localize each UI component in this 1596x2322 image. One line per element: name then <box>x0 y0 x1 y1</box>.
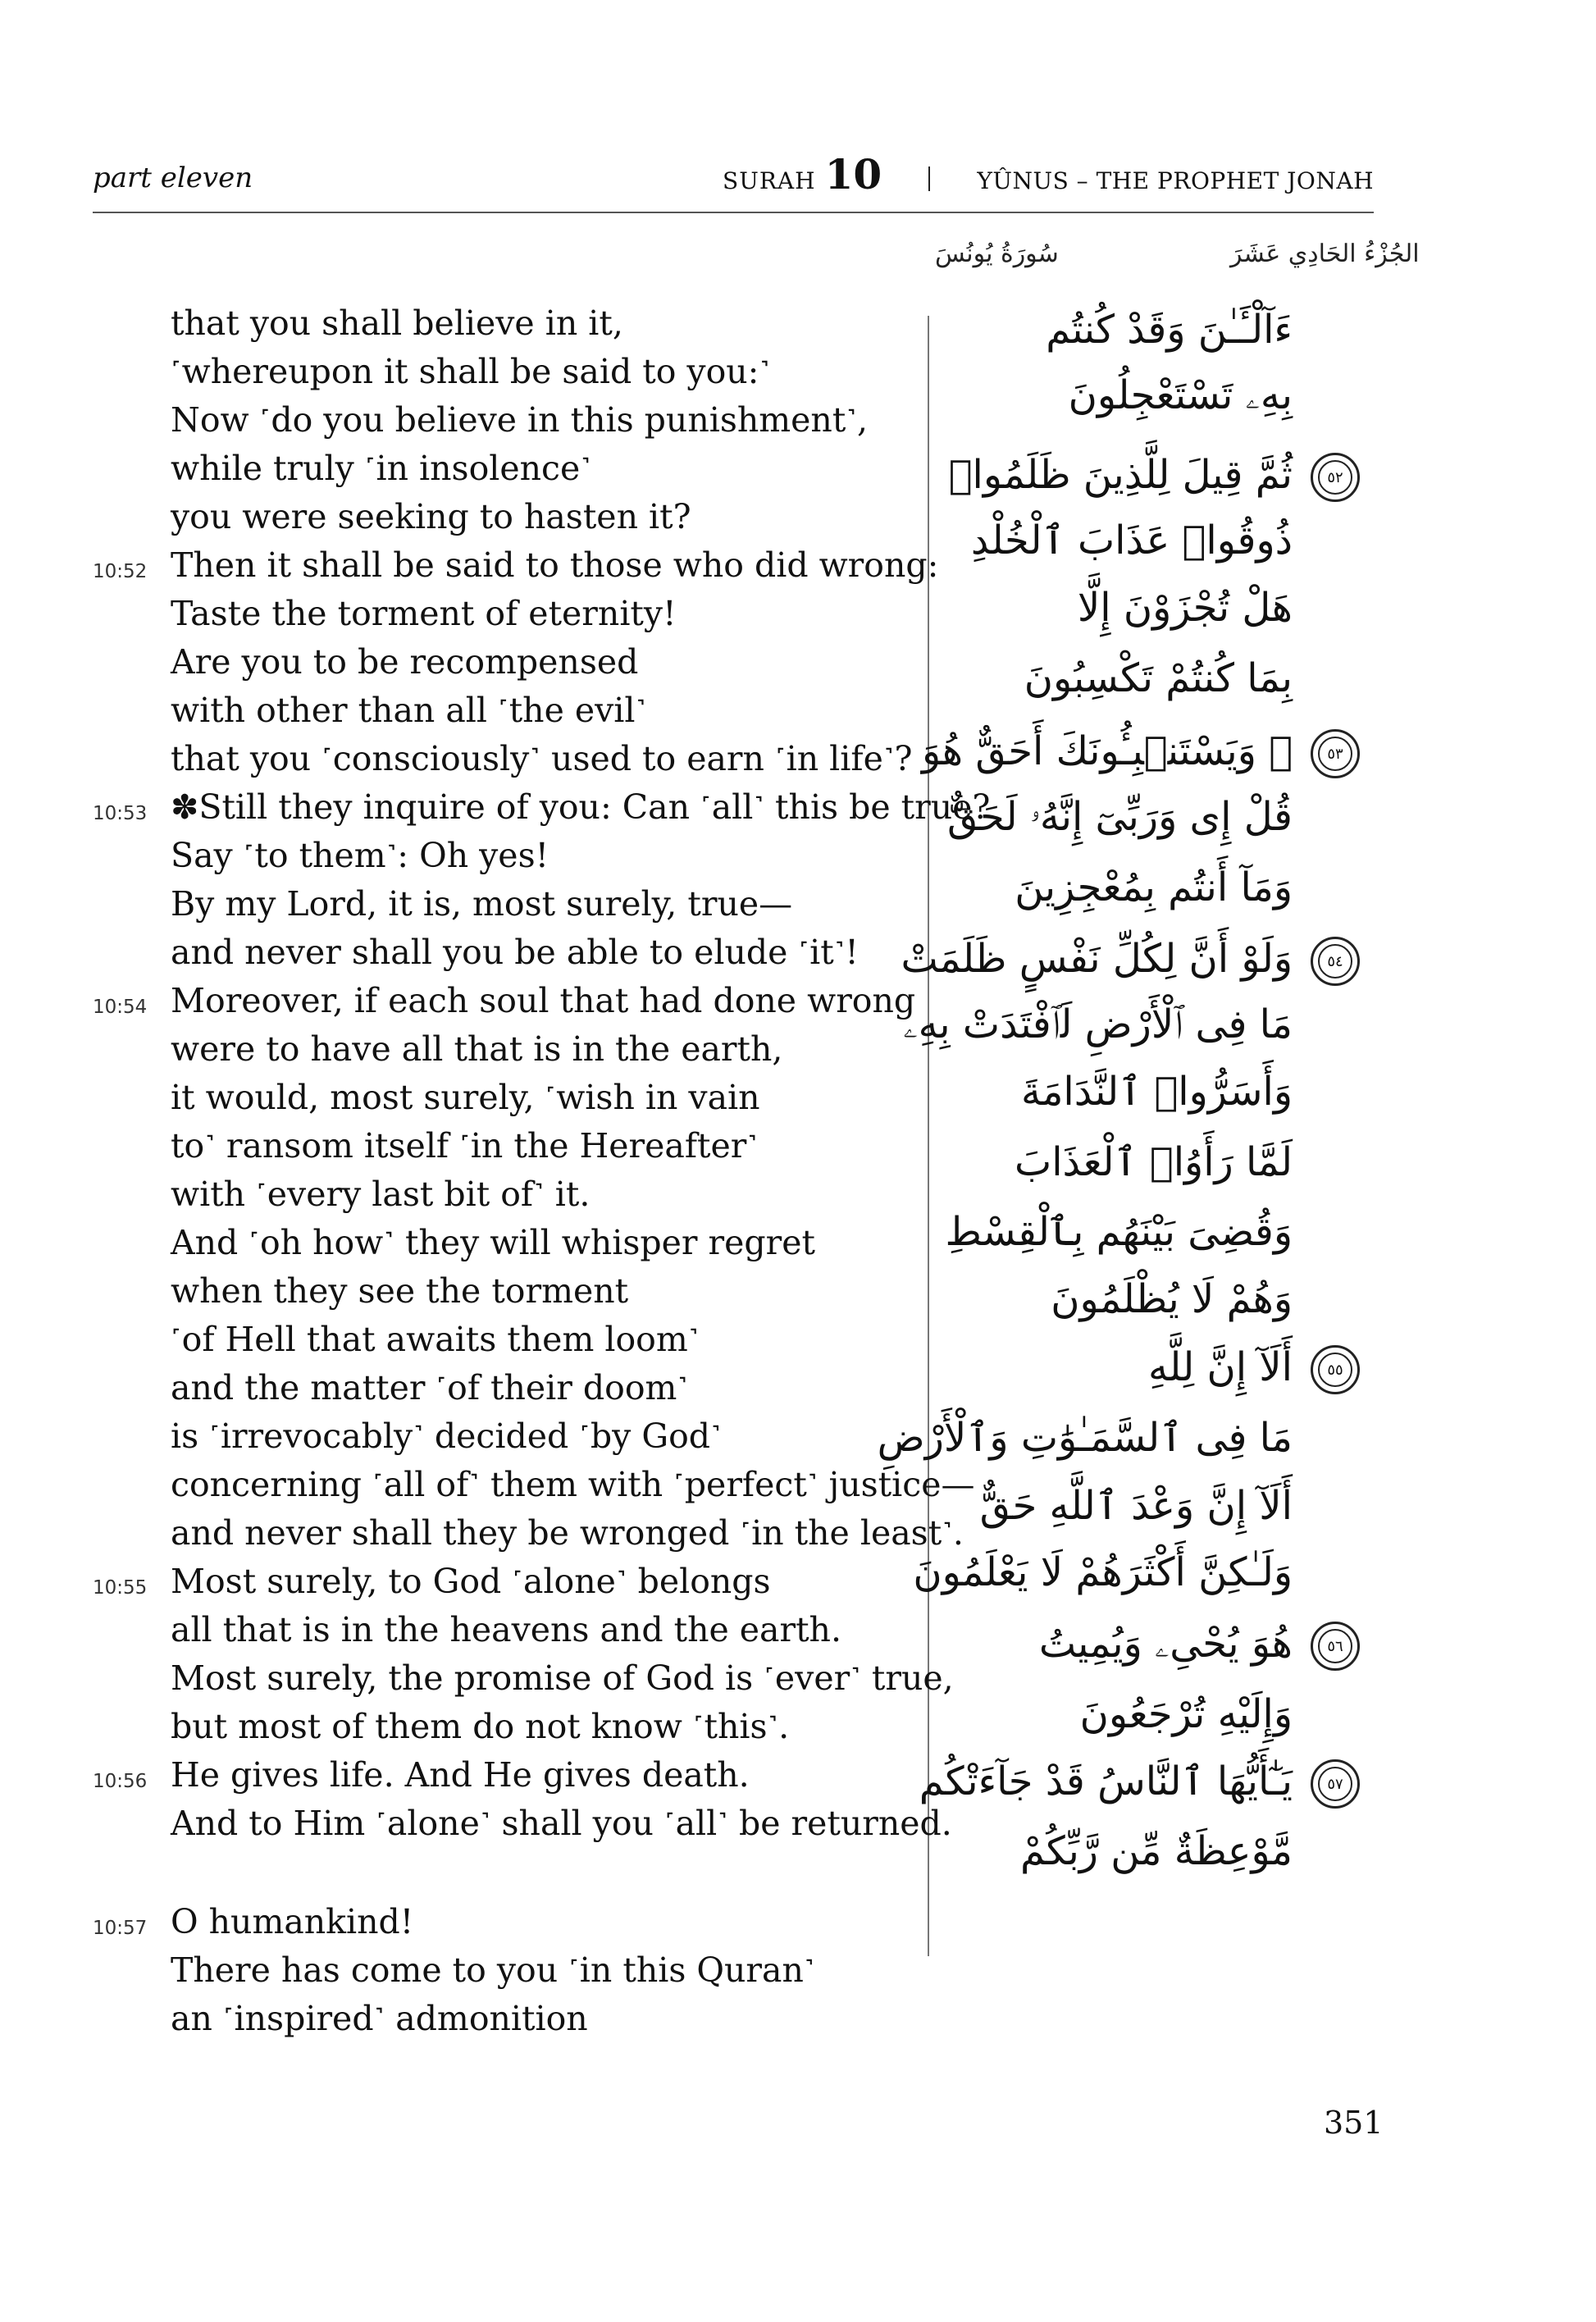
english-line: with ˹every last bit of˺ it. <box>171 1175 591 1214</box>
english-line: And ˹oh how˺ they will whisper regret <box>171 1223 815 1262</box>
arabic-line: مَا فِى ٱلسَّمَـٰوَٰتِ وَٱلْأَرْضِ <box>877 1415 1293 1461</box>
arabic-line: مَا فِى ٱلْأَرْضِ لَٱفْتَدَتْ بِهِۦ <box>903 1001 1293 1047</box>
english-line: to˺ ransom itself ˹in the Hereafter˺ <box>171 1126 759 1166</box>
header-separator <box>928 167 930 191</box>
verse-marker <box>1311 453 1360 502</box>
arabic-line: وَلَـٰكِنَّ أَكْثَرَهُمْ لَا يَعْلَمُونَ <box>913 1549 1293 1595</box>
english-line: Now ˹do you believe in this punishment˺, <box>171 400 868 440</box>
english-line: you were seeking to hasten it? <box>171 497 691 536</box>
english-line: He gives life. And He gives death. <box>171 1755 750 1795</box>
verse-marker <box>1311 1345 1360 1394</box>
english-line: that you ˹consciously˺ used to earn ˹in life˺? <box>171 739 913 778</box>
english-line: that you shall believe in it, <box>171 303 623 343</box>
english-line: ˹whereupon it shall be said to you:˺ <box>171 352 771 391</box>
verse-marker-number: ٥٥ <box>1318 1353 1352 1387</box>
arabic-line: وَلَوْ أَنَّ لِكُلِّ نَفْسٍ ظَلَمَتْ <box>901 936 1293 982</box>
arabic-header-surah: سُورَةُ يُونُسَ <box>935 239 1059 268</box>
verse-marker <box>1311 729 1360 778</box>
arabic-line: مَّوْعِظَةٌ مِّن رَّبِّكُمْ <box>1019 1828 1293 1874</box>
verse-number: 10:54 <box>93 997 148 1018</box>
english-line: and never shall you be able to elude ˹it˺! <box>171 933 859 972</box>
verse-marker-number: ٥٤ <box>1318 944 1352 979</box>
surah-word: SURAH <box>723 167 816 194</box>
english-line: Taste the torment of eternity! <box>171 594 677 633</box>
verse-marker <box>1311 1622 1360 1671</box>
arabic-line: وَأَسَرُّوا۟ ٱلنَّدَامَةَ <box>1020 1069 1293 1115</box>
english-line: an ˹inspired˺ admonition <box>171 1999 588 2038</box>
english-line: while truly ˹in insolence˺ <box>171 449 591 488</box>
arabic-line: وَإِلَيْهِ تُرْجَعُونَ <box>1079 1691 1293 1737</box>
arabic-header-part: الجُزْءُ الحَادِي عَشَرَ <box>1230 239 1420 268</box>
surah-name: YÛNUS – THE PROPHET JONAH <box>977 167 1374 194</box>
surah-number: 10 <box>824 150 882 198</box>
arabic-line: لَمَّا رَأَوُا۟ ٱلْعَذَابَ <box>1015 1139 1293 1185</box>
verse-number: 10:57 <box>93 1918 148 1939</box>
english-line: Then it shall be said to those who did wrong: <box>171 545 939 585</box>
verse-marker-number: ٥٢ <box>1318 460 1352 495</box>
english-line: but most of them do not know ˹this˺. <box>171 1707 790 1746</box>
verse-number: 10:52 <box>93 561 148 582</box>
arabic-line: هُوَ يُحْىِۦ وَيُمِيتُ <box>1038 1621 1293 1667</box>
arabic-line: ۞ وَيَسْتَنۢبِـُٔونَكَ أَحَقٌّ هُوَ <box>921 728 1293 774</box>
verse-number: 10:56 <box>93 1771 148 1792</box>
verse-number: 10:55 <box>93 1577 148 1599</box>
english-line: and never shall they be wronged ˹in the least˺. <box>171 1513 964 1553</box>
english-line: were to have all that is in the earth, <box>171 1029 783 1069</box>
surah-title <box>723 150 1374 198</box>
english-line: ✽Still they inquire of you: Can ˹all˺ this be true? <box>171 787 991 827</box>
english-line: There has come to you ˹in this Quran˺ <box>171 1950 815 1990</box>
verse-marker-number: ٥٣ <box>1318 737 1352 771</box>
english-line: By my Lord, it is, most surely, true— <box>171 884 793 924</box>
arabic-line: ثُمَّ قِيلَ لِلَّذِينَ ظَلَمُوا۟ <box>948 452 1293 498</box>
english-line: when they see the torment <box>171 1271 629 1311</box>
verse-marker-number: ٥٧ <box>1318 1767 1352 1801</box>
english-line: it would, most surely, ˹wish in vain <box>171 1078 760 1117</box>
arabic-line: ذُوقُوا۟ عَذَابَ ٱلْخُلْدِ <box>970 518 1293 563</box>
part-label: part eleven <box>93 162 253 194</box>
verse-marker <box>1311 937 1360 986</box>
english-line: and the matter ˹of their doom˺ <box>171 1368 689 1407</box>
page-header <box>93 150 1374 199</box>
english-line: Are you to be recompensed <box>171 642 639 682</box>
english-line: ˹of Hell that awaits them loom˺ <box>171 1320 700 1359</box>
english-line: is ˹irrevocably˺ decided ˹by God˺ <box>171 1416 722 1456</box>
arabic-line: بِمَا كُنتُمْ تَكْسِبُونَ <box>1024 655 1293 701</box>
english-line: with other than all ˹the evil˺ <box>171 691 647 730</box>
arabic-line: هَلْ تُجْزَوْنَ إِلَّا <box>1077 585 1293 631</box>
arabic-line: وَمَآ أَنتُم بِمُعْجِزِينَ <box>1015 864 1293 910</box>
arabic-line: قُلْ إِى وَرَبِّىٓ إِنَّهُۥ لَحَقٌّ <box>946 794 1293 840</box>
arabic-line: وَقُضِىَ بَيْنَهُم بِٱلْقِسْطِ <box>945 1209 1293 1255</box>
arabic-line: وَهُمْ لَا يُظْلَمُونَ <box>1051 1276 1293 1322</box>
english-line: Most surely, to God ˹alone˺ belongs <box>171 1562 771 1601</box>
header-rule <box>93 212 1374 213</box>
english-line: all that is in the heavens and the earth. <box>171 1610 841 1649</box>
english-line: Most surely, the promise of God is ˹ever˺ true, <box>171 1658 954 1698</box>
verse-number: 10:53 <box>93 803 148 824</box>
arabic-line: ءَآلْـَٔـٰنَ وَقَدْ كُنتُم <box>1046 307 1293 353</box>
page-number: 351 <box>1324 2105 1384 2141</box>
arabic-line: يَـٰٓأَيُّهَا ٱلنَّاسُ قَدْ جَآءَتْكُم <box>919 1759 1293 1804</box>
arabic-line: بِهِۦ تَسْتَعْجِلُونَ <box>1068 372 1293 418</box>
english-line: Moreover, if each soul that had done wrong <box>171 981 916 1020</box>
arabic-line: أَلَآ إِنَّ لِلَّهِ <box>1147 1344 1293 1390</box>
english-line: Say ˹to them˺: Oh yes! <box>171 836 549 875</box>
english-line: O humankind! <box>171 1902 414 1941</box>
verse-marker <box>1311 1759 1360 1809</box>
english-line: And to Him ˹alone˺ shall you ˹all˺ be returned. <box>171 1804 952 1843</box>
english-line: concerning ˹all of˺ them with ˹perfect˺ justice— <box>171 1465 975 1504</box>
arabic-line: أَلَآ إِنَّ وَعْدَ ٱللَّهِ حَقٌّ <box>979 1483 1293 1529</box>
verse-marker-number: ٥٦ <box>1318 1629 1352 1663</box>
